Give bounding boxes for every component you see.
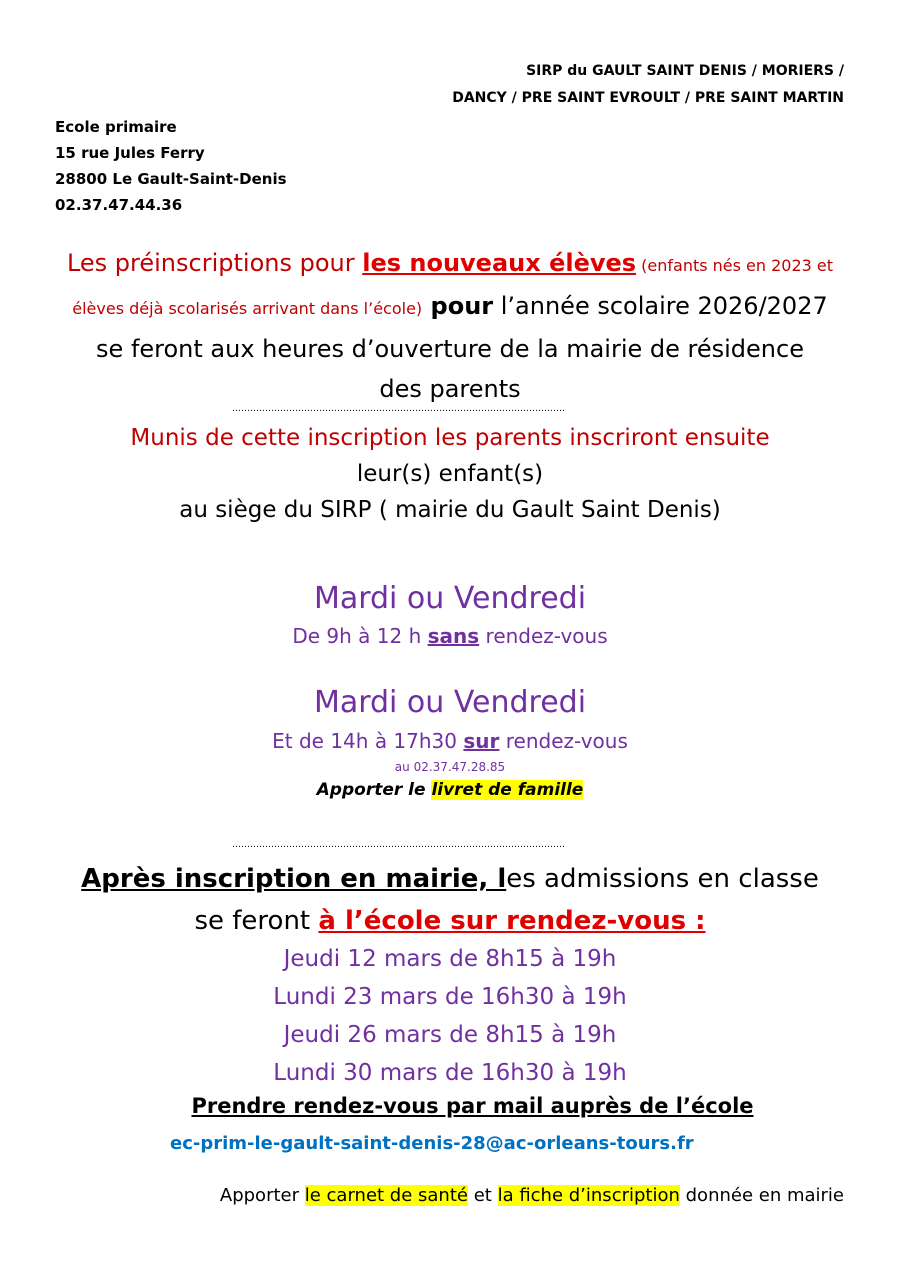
mail-address-link[interactable]: ec-prim-le-gault-saint-denis-28@ac-orleans-tours.fr [170, 1133, 694, 1154]
slot2-hours [0, 724, 900, 758]
munis-line1: Munis de cette inscription les parents inscriront ensuite [130, 425, 770, 451]
slot2 [0, 682, 900, 804]
bottom-highlight-2: la fiche d’inscription [497, 1185, 680, 1206]
bottom-note [220, 1185, 844, 1206]
slot2-hours-emph: sur [463, 729, 500, 753]
slot2-bring-highlight: livret de famille [431, 780, 584, 800]
slot2-bring [0, 776, 900, 804]
munis-paragraph [0, 420, 900, 528]
intro-line4: des parents [379, 375, 521, 403]
intro-highlight: les nouveaux élèves [362, 249, 637, 277]
school-phone: 02.37.47.44.36 [55, 196, 183, 214]
date-item: Lundi 30 mars de 16h30 à 19h [273, 1060, 627, 1086]
slot2-phone: au 02.37.47.28.85 [394, 760, 506, 774]
slot1-hours-pre: De 9h à 12 h [292, 624, 428, 648]
slot1-hours-emph: sans [427, 624, 480, 648]
slot1 [0, 578, 900, 652]
intro-pour: pour [422, 292, 494, 320]
slot1-day: Mardi ou Vendredi [313, 581, 587, 616]
intro-paragraph [0, 243, 900, 409]
mail-title: Prendre rendez-vous par mail auprès de l’école [191, 1094, 754, 1118]
intro-paren-a: (enfants nés en 2023 et [636, 256, 834, 275]
apres-line1 [0, 858, 900, 900]
school-city: 28800 Le Gault-Saint-Denis [55, 170, 287, 188]
apres-bold: Après inscription en mairie, l [81, 864, 507, 894]
separator-1: ………………………………………………………………………………………………… [232, 404, 565, 414]
slot2-hours-post: rendez-vous [499, 729, 628, 753]
sirp-header [452, 58, 844, 112]
apres-rest: es admissions en classe [506, 864, 819, 894]
slot2-hours-pre: Et de 14h à 17h30 [272, 729, 464, 753]
intro-line3: se feront aux heures d’ouverture de la mairie de résidence [96, 335, 804, 363]
slot2-bring-pre: Apporter le [316, 780, 432, 800]
school-name: Ecole primaire [55, 118, 177, 136]
school-address [55, 114, 287, 218]
bottom-pre: Apporter [219, 1185, 305, 1206]
intro-paren-b: élèves déjà scolarisés arrivant dans l’école) [72, 299, 423, 318]
apres-paragraph [0, 858, 900, 942]
intro-part1: Les préinscriptions pour [66, 249, 363, 277]
slot1-hours-post: rendez-vous [479, 624, 608, 648]
apres-line2-pre: se feront [194, 906, 319, 936]
sirp-header-line1: SIRP du GAULT SAINT DENIS / MORIERS / [526, 63, 844, 79]
sirp-header-line2: DANCY / PRE SAINT EVROULT / PRE SAINT MARTIN [452, 90, 844, 106]
dates-list [0, 940, 900, 1092]
bottom-post: donnée en mairie [679, 1185, 844, 1206]
munis-line2: leur(s) enfant(s) [356, 461, 544, 487]
date-item: Jeudi 26 mars de 8h15 à 19h [283, 1022, 617, 1048]
bottom-mid: et [467, 1185, 498, 1206]
slot1-hours [0, 620, 900, 652]
apres-line2-emph: à l’école sur rendez-vous : [318, 906, 706, 936]
bottom-highlight-1: le carnet de santé [304, 1185, 468, 1206]
apres-line2 [0, 900, 900, 942]
slot2-day: Mardi ou Vendredi [313, 685, 587, 720]
school-street: 15 rue Jules Ferry [55, 144, 205, 162]
separator-2: ………………………………………………………………………………………………… [232, 840, 565, 850]
intro-year: l’année scolaire 2026/2027 [493, 292, 828, 320]
date-item: Lundi 23 mars de 16h30 à 19h [273, 984, 627, 1010]
munis-line3: au siège du SIRP ( mairie du Gault Saint Denis) [179, 497, 721, 523]
date-item: Jeudi 12 mars de 8h15 à 19h [283, 946, 617, 972]
